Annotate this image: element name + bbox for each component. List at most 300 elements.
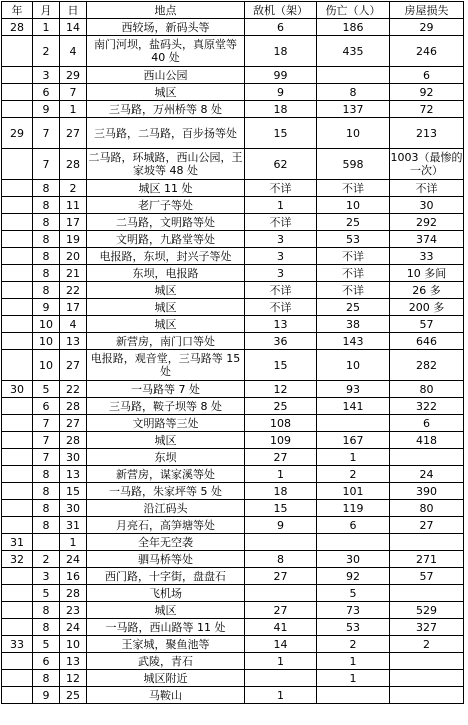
cell-aircraft: 18 (245, 101, 317, 118)
cell-year (2, 231, 33, 248)
header-day: 日 (60, 2, 87, 19)
cell-place: 三马路，鞍子坝等 8 处 (87, 398, 245, 415)
cell-month: 8 (33, 248, 60, 265)
cell-houses: 390 (390, 483, 464, 500)
cell-day: 1 (60, 101, 87, 118)
cell-casualties (317, 534, 390, 551)
cell-day: 28 (60, 585, 87, 602)
cell-casualties: 10 (317, 350, 390, 381)
cell-month: 3 (33, 568, 60, 585)
cell-year: 29 (2, 118, 33, 149)
cell-day: 27 (60, 415, 87, 432)
cell-casualties: 73 (317, 602, 390, 619)
cell-place: 文明路等三处 (87, 415, 245, 432)
cell-day: 17 (60, 299, 87, 316)
cell-casualties (317, 67, 390, 84)
cell-day: 29 (60, 67, 87, 84)
cell-aircraft: 14 (245, 636, 317, 653)
cell-place: 城区 (87, 299, 245, 316)
header-casualties: 伤亡（人） (317, 2, 390, 19)
air-raid-table (1, 1, 464, 704)
cell-casualties: 119 (317, 500, 390, 517)
cell-year (2, 415, 33, 432)
cell-day: 27 (60, 118, 87, 149)
cell-aircraft: 27 (245, 449, 317, 466)
table-row (2, 197, 464, 214)
cell-place: 三马路，万州桥等 8 处 (87, 101, 245, 118)
cell-aircraft: 15 (245, 118, 317, 149)
cell-casualties (317, 415, 390, 432)
cell-aircraft: 108 (245, 415, 317, 432)
cell-year (2, 180, 33, 197)
cell-year (2, 432, 33, 449)
table-row (2, 568, 464, 585)
cell-year (2, 149, 33, 180)
cell-houses: 213 (390, 118, 464, 149)
cell-aircraft: 9 (245, 84, 317, 101)
cell-houses (390, 653, 464, 670)
table-row (2, 653, 464, 670)
cell-month: 6 (33, 653, 60, 670)
cell-day: 1 (60, 534, 87, 551)
cell-month: 3 (33, 67, 60, 84)
cell-aircraft: 12 (245, 381, 317, 398)
cell-houses: 6 (390, 415, 464, 432)
cell-day: 4 (60, 316, 87, 333)
cell-year (2, 517, 33, 534)
cell-place: 沿江码头 (87, 500, 245, 517)
cell-year (2, 282, 33, 299)
table-row (2, 466, 464, 483)
cell-aircraft: 27 (245, 568, 317, 585)
cell-year (2, 398, 33, 415)
table-row (2, 551, 464, 568)
table-row (2, 248, 464, 265)
cell-year (2, 653, 33, 670)
cell-aircraft: 不详 (245, 299, 317, 316)
cell-houses (390, 449, 464, 466)
cell-place: 王家城，聚鱼池等 (87, 636, 245, 653)
cell-casualties: 1 (317, 653, 390, 670)
cell-month: 8 (33, 231, 60, 248)
cell-year (2, 248, 33, 265)
cell-houses: 374 (390, 231, 464, 248)
cell-houses: 92 (390, 84, 464, 101)
cell-place: 西门路，十字街，盘盘石 (87, 568, 245, 585)
cell-month: 10 (33, 316, 60, 333)
cell-month: 8 (33, 619, 60, 636)
cell-month: 7 (33, 149, 60, 180)
cell-aircraft: 3 (245, 231, 317, 248)
cell-month: 5 (33, 636, 60, 653)
cell-place: 马鞍山 (87, 687, 245, 704)
cell-day: 30 (60, 500, 87, 517)
cell-year (2, 265, 33, 282)
cell-month: 8 (33, 483, 60, 500)
cell-day: 4 (60, 36, 87, 67)
table-row (2, 231, 464, 248)
cell-casualties: 167 (317, 432, 390, 449)
cell-day: 31 (60, 517, 87, 534)
cell-month: 2 (33, 551, 60, 568)
cell-aircraft: 9 (245, 517, 317, 534)
cell-day: 24 (60, 619, 87, 636)
cell-place: 城区 (87, 84, 245, 101)
cell-day: 28 (60, 432, 87, 449)
cell-year (2, 36, 33, 67)
cell-month: 8 (33, 197, 60, 214)
cell-houses: 1003（最惨的一次） (390, 149, 464, 180)
cell-month (33, 534, 60, 551)
cell-month: 8 (33, 602, 60, 619)
cell-month: 8 (33, 214, 60, 231)
cell-place: 一马路，朱家坪等 5 处 (87, 483, 245, 500)
cell-houses: 322 (390, 398, 464, 415)
cell-aircraft: 3 (245, 248, 317, 265)
table-row (2, 101, 464, 118)
table-row (2, 500, 464, 517)
cell-casualties: 不详 (317, 265, 390, 282)
cell-place: 新营房，南门口等处 (87, 333, 245, 350)
cell-month: 8 (33, 670, 60, 687)
cell-aircraft: 3 (245, 265, 317, 282)
table-row (2, 265, 464, 282)
cell-houses (390, 534, 464, 551)
cell-casualties: 5 (317, 585, 390, 602)
cell-year (2, 214, 33, 231)
header-month: 月 (33, 2, 60, 19)
cell-month: 9 (33, 299, 60, 316)
cell-casualties: 435 (317, 36, 390, 67)
table-row (2, 670, 464, 687)
cell-houses: 529 (390, 602, 464, 619)
cell-month: 8 (33, 517, 60, 534)
cell-place: 二马路，文明路等处 (87, 214, 245, 231)
cell-casualties: 1 (317, 449, 390, 466)
cell-year: 33 (2, 636, 33, 653)
cell-aircraft: 6 (245, 19, 317, 36)
cell-month: 8 (33, 466, 60, 483)
cell-year (2, 84, 33, 101)
cell-casualties: 53 (317, 231, 390, 248)
cell-houses: 200 多 (390, 299, 464, 316)
cell-place: 城区 (87, 432, 245, 449)
table-row (2, 381, 464, 398)
cell-casualties: 8 (317, 84, 390, 101)
cell-day: 13 (60, 466, 87, 483)
cell-day: 13 (60, 653, 87, 670)
cell-place: 西较场，新码头等 (87, 19, 245, 36)
table-row (2, 619, 464, 636)
table-row (2, 350, 464, 381)
cell-year (2, 619, 33, 636)
cell-aircraft: 15 (245, 500, 317, 517)
header-year: 年 (2, 2, 33, 19)
cell-place: 月亮石，高笋塘等处 (87, 517, 245, 534)
table-row (2, 214, 464, 231)
cell-casualties: 25 (317, 299, 390, 316)
cell-casualties: 不详 (317, 180, 390, 197)
cell-casualties: 30 (317, 551, 390, 568)
cell-houses (390, 670, 464, 687)
cell-houses: 292 (390, 214, 464, 231)
cell-casualties: 2 (317, 636, 390, 653)
cell-day: 11 (60, 197, 87, 214)
cell-casualties: 10 (317, 197, 390, 214)
cell-day: 25 (60, 687, 87, 704)
cell-month: 7 (33, 118, 60, 149)
cell-month: 9 (33, 101, 60, 118)
cell-place: 城区 11 处 (87, 180, 245, 197)
table-row (2, 316, 464, 333)
cell-place: 东坝，电报路 (87, 265, 245, 282)
cell-month: 9 (33, 687, 60, 704)
cell-houses: 80 (390, 500, 464, 517)
cell-day: 20 (60, 248, 87, 265)
cell-aircraft: 1 (245, 197, 317, 214)
cell-place: 一马路，西山路等 11 处 (87, 619, 245, 636)
cell-houses: 72 (390, 101, 464, 118)
cell-year (2, 101, 33, 118)
table-row (2, 180, 464, 197)
cell-day: 13 (60, 333, 87, 350)
table-row (2, 432, 464, 449)
cell-year: 28 (2, 19, 33, 36)
cell-houses: 26 多 (390, 282, 464, 299)
cell-houses: 57 (390, 568, 464, 585)
cell-casualties: 不详 (317, 282, 390, 299)
cell-day: 23 (60, 602, 87, 619)
cell-place: 城区附近 (87, 670, 245, 687)
cell-month: 7 (33, 415, 60, 432)
cell-day: 30 (60, 449, 87, 466)
table-row (2, 534, 464, 551)
cell-day: 16 (60, 568, 87, 585)
cell-place: 城区 (87, 316, 245, 333)
cell-aircraft: 25 (245, 398, 317, 415)
table-row (2, 449, 464, 466)
cell-houses: 24 (390, 466, 464, 483)
cell-aircraft: 13 (245, 316, 317, 333)
cell-year (2, 333, 33, 350)
cell-aircraft: 不详 (245, 180, 317, 197)
cell-houses (390, 585, 464, 602)
cell-houses: 80 (390, 381, 464, 398)
cell-aircraft: 18 (245, 483, 317, 500)
cell-casualties: 10 (317, 118, 390, 149)
header-row (2, 2, 464, 19)
table-row (2, 636, 464, 653)
table-row (2, 415, 464, 432)
cell-place: 城区 (87, 602, 245, 619)
cell-year (2, 585, 33, 602)
cell-day: 14 (60, 19, 87, 36)
cell-place: 电报路，东坝，封兴子等处 (87, 248, 245, 265)
cell-houses: 33 (390, 248, 464, 265)
cell-houses: 2 (390, 636, 464, 653)
cell-casualties: 186 (317, 19, 390, 36)
cell-year (2, 350, 33, 381)
cell-casualties: 6 (317, 517, 390, 534)
cell-place: 三马路，二马路，百步扬等处 (87, 118, 245, 149)
cell-month: 1 (33, 19, 60, 36)
cell-month: 5 (33, 381, 60, 398)
cell-casualties: 92 (317, 568, 390, 585)
table-row (2, 687, 464, 704)
cell-houses: 418 (390, 432, 464, 449)
cell-year (2, 483, 33, 500)
cell-day: 28 (60, 149, 87, 180)
cell-casualties: 25 (317, 214, 390, 231)
cell-place: 飞机场 (87, 585, 245, 602)
cell-aircraft: 62 (245, 149, 317, 180)
table-body (2, 19, 464, 704)
cell-houses: 271 (390, 551, 464, 568)
cell-month: 6 (33, 84, 60, 101)
cell-houses: 246 (390, 36, 464, 67)
cell-place: 文明路，九路堂等处 (87, 231, 245, 248)
cell-aircraft: 1 (245, 687, 317, 704)
cell-month: 8 (33, 282, 60, 299)
cell-day: 28 (60, 398, 87, 415)
cell-day: 7 (60, 84, 87, 101)
cell-place: 城区 (87, 282, 245, 299)
cell-place: 驷马桥等处 (87, 551, 245, 568)
table-row (2, 483, 464, 500)
cell-year (2, 316, 33, 333)
header-place: 地点 (87, 2, 245, 19)
cell-aircraft: 41 (245, 619, 317, 636)
cell-place: 电报路，观音堂，三马路等 15 处 (87, 350, 245, 381)
cell-aircraft: 不详 (245, 282, 317, 299)
cell-year: 32 (2, 551, 33, 568)
cell-houses (390, 687, 464, 704)
cell-day: 22 (60, 381, 87, 398)
cell-month: 8 (33, 180, 60, 197)
cell-day: 24 (60, 551, 87, 568)
cell-year (2, 466, 33, 483)
cell-day: 27 (60, 350, 87, 381)
cell-year (2, 299, 33, 316)
cell-casualties: 不详 (317, 248, 390, 265)
cell-day: 2 (60, 180, 87, 197)
cell-month: 8 (33, 500, 60, 517)
cell-aircraft (245, 534, 317, 551)
cell-casualties: 2 (317, 466, 390, 483)
cell-aircraft: 99 (245, 67, 317, 84)
cell-houses: 57 (390, 316, 464, 333)
cell-month: 10 (33, 350, 60, 381)
cell-month: 7 (33, 449, 60, 466)
cell-aircraft: 1 (245, 653, 317, 670)
cell-place: 新营房，谋家溪等处 (87, 466, 245, 483)
cell-aircraft: 不详 (245, 214, 317, 231)
cell-casualties (317, 687, 390, 704)
table-row (2, 149, 464, 180)
cell-casualties: 38 (317, 316, 390, 333)
cell-day: 15 (60, 483, 87, 500)
table-row (2, 282, 464, 299)
table-row (2, 19, 464, 36)
cell-houses: 646 (390, 333, 464, 350)
cell-year (2, 568, 33, 585)
table-row (2, 67, 464, 84)
cell-houses: 27 (390, 517, 464, 534)
cell-houses: 10 多间 (390, 265, 464, 282)
cell-casualties: 137 (317, 101, 390, 118)
cell-place: 一马路等 7 处 (87, 381, 245, 398)
cell-place: 老厂子等处 (87, 197, 245, 214)
cell-casualties: 53 (317, 619, 390, 636)
table-row (2, 36, 464, 67)
cell-casualties: 141 (317, 398, 390, 415)
table-row (2, 602, 464, 619)
table-row (2, 299, 464, 316)
cell-year: 30 (2, 381, 33, 398)
header-aircraft: 敌机（架） (245, 2, 317, 19)
cell-casualties: 101 (317, 483, 390, 500)
cell-aircraft: 36 (245, 333, 317, 350)
cell-place: 二马路，环城路，西山公园，王家坡等 48 处 (87, 149, 245, 180)
table-row (2, 398, 464, 415)
cell-houses: 29 (390, 19, 464, 36)
cell-casualties: 1 (317, 670, 390, 687)
cell-aircraft (245, 670, 317, 687)
cell-casualties: 598 (317, 149, 390, 180)
cell-place: 南门河坝，盐码头，真原堂等 40 处 (87, 36, 245, 67)
cell-year (2, 500, 33, 517)
cell-month: 5 (33, 585, 60, 602)
cell-year: 31 (2, 534, 33, 551)
cell-year (2, 670, 33, 687)
cell-houses: 不详 (390, 180, 464, 197)
cell-aircraft (245, 585, 317, 602)
cell-day: 21 (60, 265, 87, 282)
cell-casualties: 143 (317, 333, 390, 350)
cell-casualties: 93 (317, 381, 390, 398)
cell-year (2, 449, 33, 466)
cell-houses: 282 (390, 350, 464, 381)
cell-houses: 6 (390, 67, 464, 84)
header-houses: 房屋损失 (390, 2, 464, 19)
cell-aircraft: 1 (245, 466, 317, 483)
table-row (2, 333, 464, 350)
cell-month: 6 (33, 398, 60, 415)
cell-aircraft: 8 (245, 551, 317, 568)
cell-day: 10 (60, 636, 87, 653)
cell-day: 17 (60, 214, 87, 231)
cell-day: 22 (60, 282, 87, 299)
cell-day: 12 (60, 670, 87, 687)
cell-place: 武陵，青石 (87, 653, 245, 670)
cell-month: 7 (33, 432, 60, 449)
cell-houses: 327 (390, 619, 464, 636)
cell-year (2, 602, 33, 619)
table-row (2, 517, 464, 534)
cell-month: 10 (33, 333, 60, 350)
cell-aircraft: 109 (245, 432, 317, 449)
cell-year (2, 67, 33, 84)
cell-place: 全年无空袭 (87, 534, 245, 551)
cell-place: 东坝 (87, 449, 245, 466)
table-row (2, 118, 464, 149)
cell-aircraft: 15 (245, 350, 317, 381)
cell-month: 2 (33, 36, 60, 67)
table-row (2, 84, 464, 101)
cell-year (2, 197, 33, 214)
cell-aircraft: 27 (245, 602, 317, 619)
cell-aircraft: 18 (245, 36, 317, 67)
